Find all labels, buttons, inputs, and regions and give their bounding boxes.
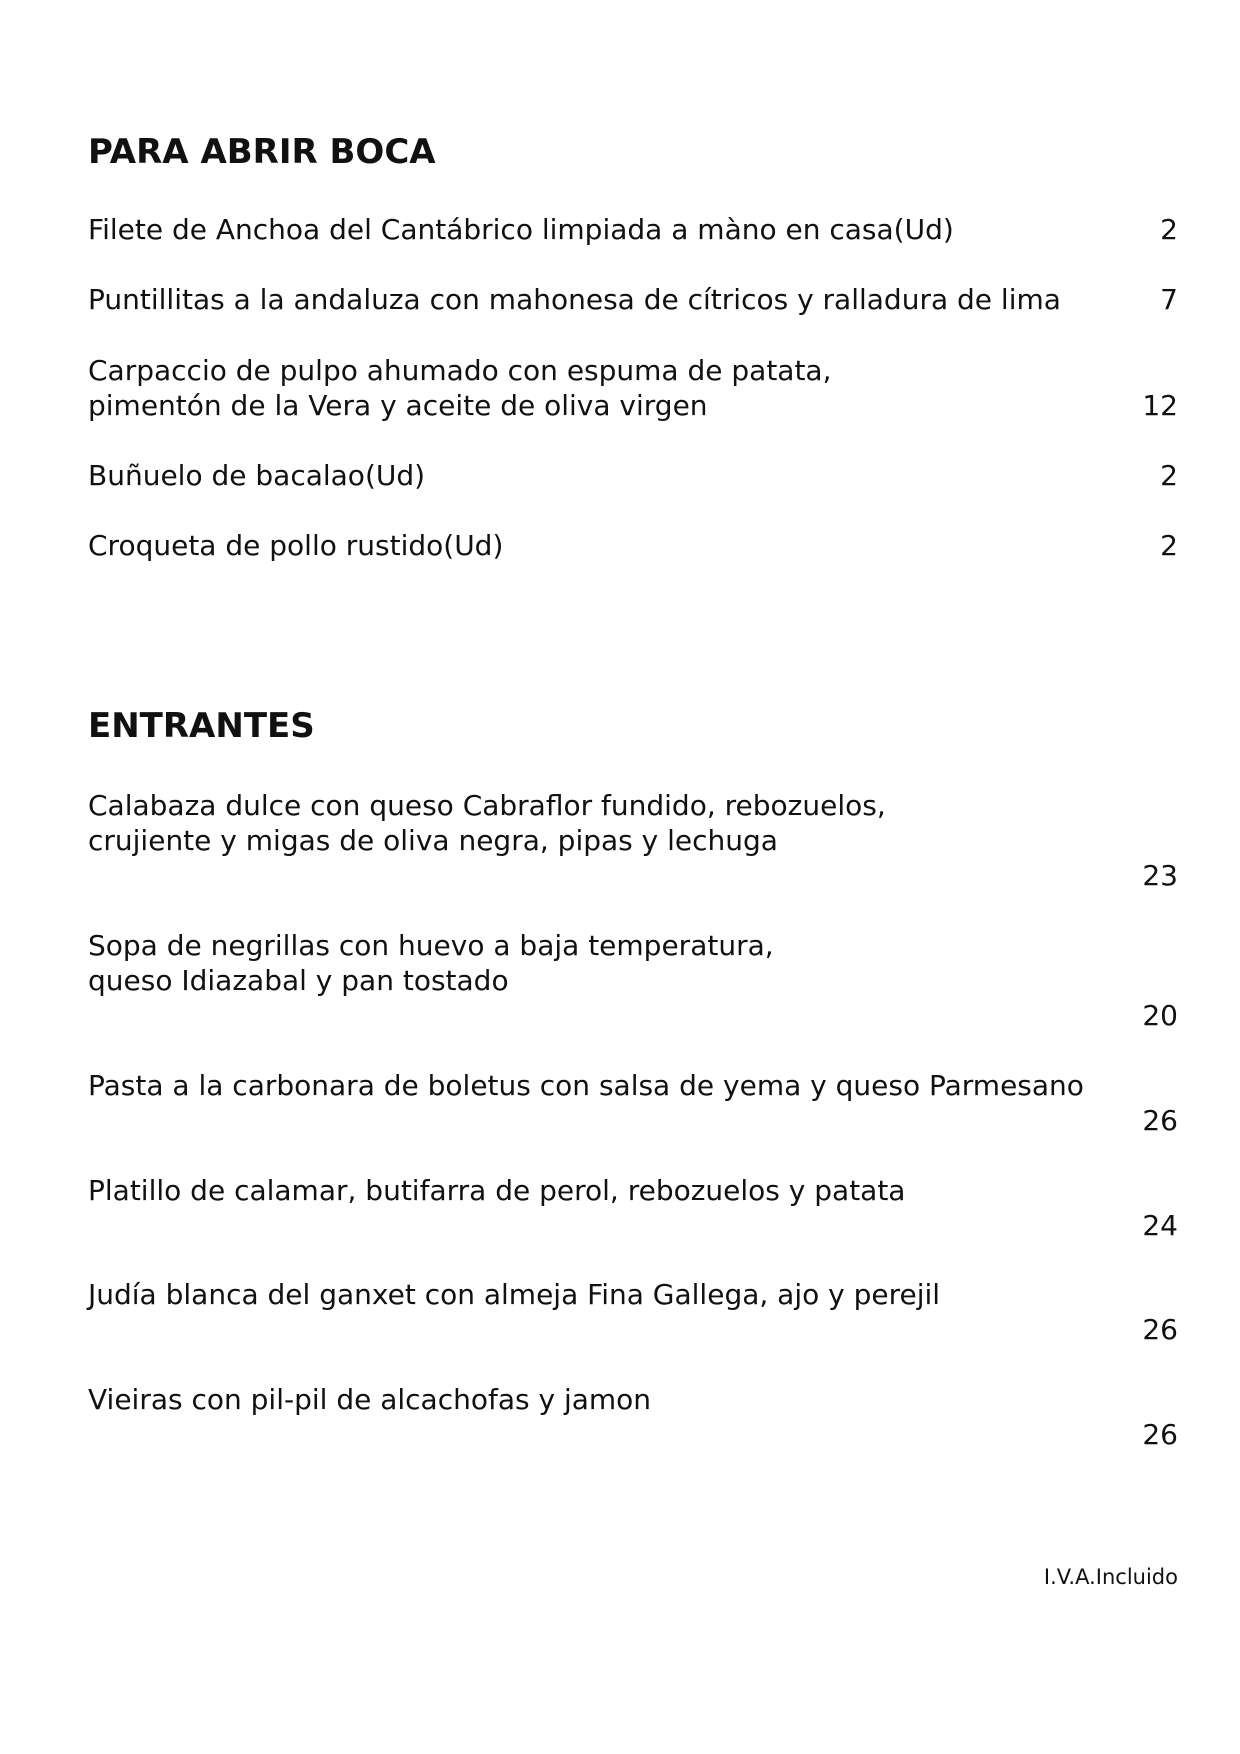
menu-item-price: 26 [1142, 1418, 1178, 1451]
menu-item [88, 928, 1178, 1032]
menu-item [88, 528, 1178, 563]
menu-item [88, 788, 1178, 892]
menu-item-price: 23 [1142, 859, 1178, 892]
menu-item-price: 26 [1142, 1313, 1178, 1346]
menu-item [88, 1382, 1178, 1451]
section-title-entrantes: ENTRANTES [88, 706, 315, 746]
menu-item-name: Filete de Anchoa del Cantábrico limpiada a màno en casa(Ud) [88, 213, 954, 246]
menu-item [88, 353, 1178, 423]
menu-item-price: 20 [1142, 999, 1178, 1032]
menu-item-name: Calabaza dulce con queso Cabraflor fundido, rebozuelos, crujiente y migas de oliva negra, pipas y lechuga [88, 789, 886, 857]
menu-item-name: Pasta a la carbonara de boletus con salsa de yema y queso Parmesano [88, 1069, 1084, 1102]
menu-item-name: Platillo de calamar, butifarra de perol, rebozuelos y patata [88, 1174, 906, 1207]
menu-item-price: 2 [1160, 459, 1178, 492]
menu-item [88, 212, 1178, 247]
section-title-para-abrir-boca: PARA ABRIR BOCA [88, 132, 436, 172]
menu-item-name: Vieiras con pil-pil de alcachofas y jamon [88, 1383, 652, 1416]
menu-item-price: 2 [1160, 213, 1178, 246]
menu-item-name: Judía blanca del ganxet con almeja Fina Gallega, ajo y perejil [88, 1278, 941, 1311]
menu-item [88, 458, 1178, 493]
menu-item-price: 2 [1160, 529, 1178, 562]
tax-included-note: I.V.A.Incluido [1043, 1565, 1178, 1589]
menu-item-price: 7 [1160, 283, 1178, 316]
menu-item-price: 12 [1142, 389, 1178, 422]
menu-item [88, 1068, 1178, 1137]
menu-item-price: 24 [1142, 1209, 1178, 1242]
menu-item [88, 282, 1178, 317]
menu-item-name: Buñuelo de bacalao(Ud) [88, 459, 426, 492]
menu-item [88, 1277, 1178, 1346]
menu-item-name: Sopa de negrillas con huevo a baja temperatura, queso Idiazabal y pan tostado [88, 929, 774, 997]
menu-item-name: Croqueta de pollo rustido(Ud) [88, 529, 504, 562]
menu-item-price: 26 [1142, 1104, 1178, 1137]
menu-item-name: Puntillitas a la andaluza con mahonesa de cítricos y ralladura de lima [88, 283, 1061, 316]
menu-item-name: Carpaccio de pulpo ahumado con espuma de patata, pimentón de la Vera y aceite de oliva virgen [88, 354, 832, 422]
menu-item [88, 1173, 1178, 1242]
